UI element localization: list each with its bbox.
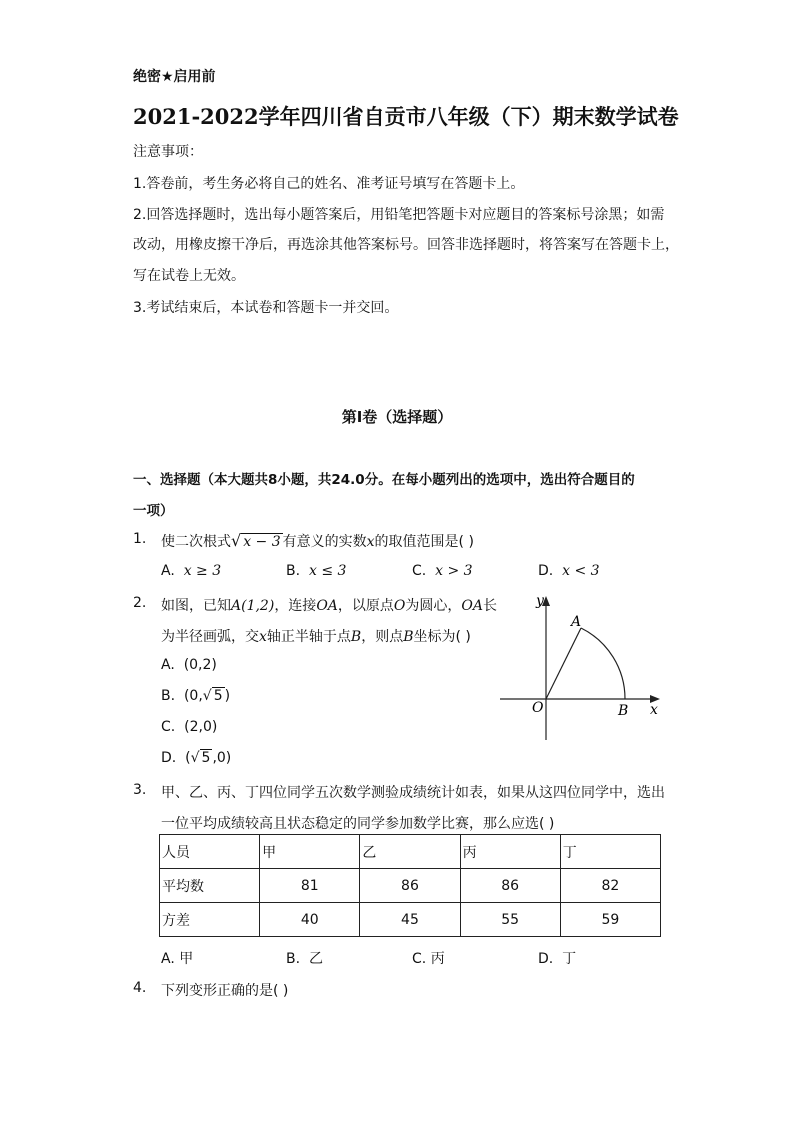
q3-option-b[interactable] (286, 948, 323, 968)
note-3: 3.考试结束后，本试卷和答题卡一并交回。 (133, 300, 399, 316)
q1-radicand: x − 3 (243, 534, 281, 550)
segment-oa: OA (461, 598, 483, 614)
text: 为半径画弧，交 (161, 629, 259, 645)
point-b: B (403, 629, 414, 645)
option-label: C. (412, 951, 427, 967)
option-value: 甲 (179, 951, 194, 967)
table-cell: 86 (460, 869, 560, 903)
option-label: C. (161, 719, 176, 735)
question-3-line-1: 甲、乙、丙、丁四位同学五次数学测验成绩统计如表，如果从这四位同学中，选出 (161, 785, 665, 801)
label-b: B (618, 703, 629, 719)
question-4-stem: 下列变形正确的是( ) (161, 983, 289, 999)
q1-var: x (366, 534, 375, 550)
question-2-line-2 (161, 626, 471, 646)
table-header-cell: 乙 (360, 835, 460, 869)
segment-oa-line (546, 628, 581, 699)
option-label: C. (412, 563, 427, 579)
option-label: A. (161, 951, 175, 967)
note-2-line-1: 2.回答选择题时，选出每小题答案后，用铅笔把答题卡对应题目的答案标号涂黑；如需 (133, 207, 665, 223)
sqrt-expression: √ 5 (190, 750, 211, 766)
option-label: B. (286, 951, 301, 967)
table-cell: 55 (460, 903, 560, 937)
option-value: 乙 (308, 951, 323, 967)
note-1: 1.答卷前，考生务必将自己的姓名、准考证号填写在答题卡上。 (133, 176, 525, 192)
sqrt-expression: √ x − 3 (231, 531, 281, 550)
table-row-label: 方差 (160, 903, 260, 937)
option-value: x > 3 (435, 563, 473, 579)
q1-option-b[interactable] (286, 563, 346, 579)
option-label: B. (161, 688, 176, 704)
q3-option-d[interactable] (538, 948, 576, 968)
q2-option-d[interactable] (161, 750, 231, 766)
option-value: 丙 (430, 951, 445, 967)
section-title: 第I卷（选择题） (341, 408, 453, 426)
question-3-line-2: 一位平均成绩较高且状态稳定的同学参加数学比赛，那么应选( ) (161, 816, 555, 832)
table-cell: 86 (360, 869, 460, 903)
option-label: D. (538, 951, 554, 967)
question-2-number: 2. (133, 595, 147, 611)
point-a: A(1,2) (231, 598, 275, 614)
note-2-line-2: 改动，用橡皮擦干净后，再选涂其他答案标号。回答非选择题时，将答案写在答题卡上， (133, 237, 679, 253)
label-o: O (532, 700, 544, 716)
q1-text-after: 的取值范围是( ) (374, 534, 474, 550)
q2-option-a[interactable] (161, 657, 217, 673)
table-header-cell: 甲 (260, 835, 360, 869)
table-cell: 81 (260, 869, 360, 903)
option-label: A. (161, 657, 175, 673)
label-x: x (650, 702, 658, 718)
table-cell: 59 (560, 903, 660, 937)
sqrt-expression: √ 5 (202, 688, 223, 704)
question-1-stem (161, 531, 474, 551)
table-row (160, 903, 661, 937)
table-cell: 82 (560, 869, 660, 903)
text: ，连接 (274, 598, 317, 614)
point-b: B (350, 629, 362, 645)
axis-x: x (259, 629, 267, 645)
table-header-row (160, 835, 661, 869)
q2-option-c[interactable] (161, 719, 217, 735)
option-value-post: ) (224, 688, 231, 704)
text: 坐标为( ) (413, 629, 471, 645)
table-cell: 40 (260, 903, 360, 937)
text: ，以原点 (337, 598, 394, 614)
q1-text-mid: 有意义的实数 (282, 534, 367, 550)
table-header-cell: 丙 (460, 835, 560, 869)
note-2-line-3: 写在试卷上无效。 (133, 268, 245, 284)
q1-option-d[interactable] (538, 563, 600, 579)
q2-option-b[interactable] (161, 688, 230, 704)
label-y: y (536, 593, 544, 609)
section-intro-line-2: 一项） (133, 503, 174, 519)
confidential-label: 绝密★启用前 (133, 69, 216, 85)
q1-option-a[interactable] (161, 563, 221, 579)
option-label: D. (538, 563, 554, 579)
text: 长 (482, 598, 497, 614)
notes-heading: 注意事项： (133, 144, 203, 160)
question-2-line-1 (161, 595, 497, 615)
option-value: x < 3 (562, 563, 600, 579)
option-value-pre: ( (185, 750, 191, 766)
option-value: x ≤ 3 (308, 563, 347, 579)
option-value: 丁 (562, 951, 577, 967)
table-row-label: 平均数 (160, 869, 260, 903)
option-label: D. (161, 750, 177, 766)
text: 如图，已知 (161, 598, 231, 614)
q3-option-a[interactable] (161, 948, 193, 968)
option-value: (2,0) (184, 719, 218, 735)
text: 轴正半轴于点 (266, 629, 351, 645)
option-label: A. (161, 563, 175, 579)
arc-ab (581, 628, 625, 699)
text: ，则点 (361, 629, 404, 645)
table-row (160, 869, 661, 903)
q1-text-before: 使二次根式 (161, 534, 231, 550)
table-header-cell: 丁 (560, 835, 660, 869)
question-4-number: 4. (133, 980, 147, 996)
option-value-post: ,0) (212, 750, 232, 766)
label-a: A (571, 614, 582, 630)
table-cell: 45 (360, 903, 460, 937)
coordinate-figure (500, 588, 670, 748)
question-3-number: 3. (133, 782, 147, 798)
table-header-cell: 人员 (160, 835, 260, 869)
option-value: (0,2) (183, 657, 217, 673)
radicand: 5 (201, 750, 211, 766)
section-intro-line-1: 一、选择题（本大题共8小题，共24.0分。在每小题列出的选项中，选出符合题目的 (133, 472, 635, 488)
option-label: B. (286, 563, 301, 579)
radicand: 5 (213, 688, 223, 704)
q3-option-c[interactable] (412, 948, 445, 968)
origin-o: O (393, 598, 406, 614)
q1-option-c[interactable] (412, 563, 473, 579)
option-value: x ≥ 3 (183, 563, 222, 579)
question-1-number: 1. (133, 531, 147, 547)
page-title: 2021-2022学年四川省自贡市八年级（下）期末数学试卷 (133, 104, 679, 129)
segment-oa: OA (316, 598, 338, 614)
option-value-pre: (0, (183, 688, 203, 704)
text: 为圆心， (405, 598, 462, 614)
score-table (159, 834, 661, 937)
